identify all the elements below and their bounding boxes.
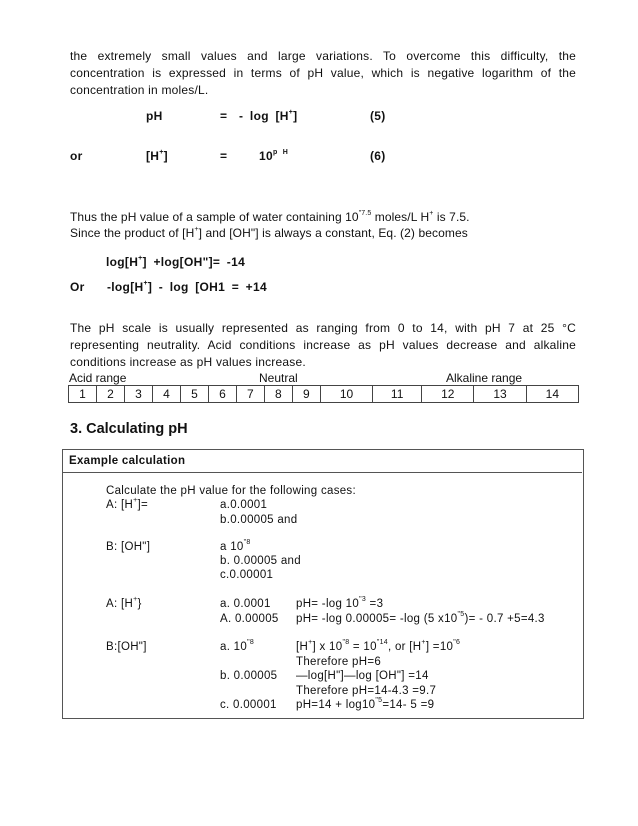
- ph-scale-cell: 13: [474, 386, 526, 403]
- eq5-rhs: - log [H+]: [239, 109, 298, 123]
- para2-line-2: Since the product of [H+] and [OH"] is always a constant, Eq. (2) becomes: [70, 226, 468, 240]
- example-a-a: a.0.0001: [220, 499, 268, 511]
- solution-b-b-result: —log[H"]—log [OH"] =14: [296, 670, 429, 682]
- eq6-or: or: [70, 149, 83, 163]
- scale-alkaline-label: Alkaline range: [446, 371, 523, 385]
- solution-b-b: b. 0.00005: [220, 670, 278, 682]
- para3-line-3: conditions increase as pH values increase.: [70, 355, 306, 369]
- solution-b-a: a. $10^{"8}$: [220, 639, 255, 653]
- log-eq-1: log[H+] +log[OH"]= -14: [106, 255, 246, 269]
- para3-line-1: The pH scale is usually represented as ranging from 0 to 14, with pH 7 at 25 °C: [70, 321, 576, 335]
- ph-scale-cell: 1: [69, 386, 97, 403]
- solution-b-label: B:[OH"]: [106, 641, 147, 653]
- eq6-rhs: $10^{p H}$: [259, 149, 289, 163]
- ph-scale-cell: 5: [180, 386, 208, 403]
- ph-scale-cell: 2: [96, 386, 124, 403]
- example-a-b: b.0.00005 and: [220, 514, 298, 526]
- example-b-a: a $10^{"8}$: [220, 539, 251, 553]
- ph-scale-cell: 3: [124, 386, 152, 403]
- section-title: 3. Calculating pH: [70, 421, 188, 437]
- solution-b-b-result-line2: Therefore pH=14-4.3 =9.7: [296, 685, 437, 697]
- eq6-number: (6): [370, 149, 386, 163]
- eq5-number: (5): [370, 109, 386, 123]
- example-b-c: c.0.00001: [220, 569, 274, 581]
- intro-line-1: the extremely small values and large variations. To overcome this difficulty, the: [70, 49, 576, 63]
- ph-scale-cell: 10: [320, 386, 372, 403]
- example-b-b: b. 0.00005 and: [220, 555, 301, 567]
- example-a-label: A: [H+]=: [106, 497, 148, 511]
- solution-b-a-result-line2: Therefore pH=6: [296, 656, 382, 668]
- example-prompt: Calculate the pH value for the following cases:: [106, 485, 356, 497]
- solution-a-label: A: [H+}: [106, 596, 142, 610]
- solution-b-a-result: [H+] x $10^{"8} = 10^{"14}$, or $[H^+] =10^{"6}$: [296, 639, 461, 653]
- solution-b-c-result: $pH=14 + \log 10^{"5}=14-$ 5 =9: [296, 697, 435, 711]
- ph-scale-cell: 4: [152, 386, 180, 403]
- intro-paragraph: [70, 48, 576, 99]
- para2-line-1: Thus the pH value of a sample of water containing $10^{"7.5}$ moles/L H+ is 7.5.: [70, 210, 470, 224]
- example-b-label: B: [OH"]: [106, 541, 151, 553]
- eq5-op: =: [220, 109, 228, 123]
- ph-scale-cell: 7: [236, 386, 264, 403]
- eq6-op: =: [220, 149, 228, 163]
- ph-scale-cell: 14: [526, 386, 578, 403]
- eq5-lhs: pH: [146, 109, 163, 123]
- scale-neutral-label: Neutral: [259, 371, 298, 385]
- ph-scale-table: [68, 385, 579, 403]
- log-eq-2-or: Or: [70, 280, 85, 294]
- solution-a-b-result: pH= -log 0.00005= -log (5 $x10^{"5})= - 0.7 +5=4.3$: [296, 611, 545, 625]
- intro-line-3: concentration in moles/L.: [70, 83, 209, 97]
- solution-a-b: A. 0.00005: [220, 613, 279, 625]
- solution-a-a: a. 0.0001: [220, 598, 271, 610]
- solution-a-a-result: pH= -log $10^{"3} =3$: [296, 596, 384, 610]
- scale-acid-label: Acid range: [69, 371, 127, 385]
- ph-scale-cell: 12: [422, 386, 474, 403]
- ph-scale-cell: 8: [264, 386, 292, 403]
- eq6-lhs: [H+]: [146, 149, 168, 163]
- log-eq-2: -log[H+] - log [OH1 = +14: [107, 280, 267, 294]
- para3: [70, 320, 576, 371]
- ph-scale-cell: 9: [292, 386, 320, 403]
- ph-scale-cell: 6: [208, 386, 236, 403]
- ph-scale-cell: 11: [373, 386, 422, 403]
- para3-line-2: representing neutrality. Acid conditions increase as pH values decrease and alkaline: [70, 338, 576, 352]
- ph-scale-row: [69, 386, 579, 403]
- solution-b-c: c. 0.00001: [220, 699, 277, 711]
- intro-line-2: concentration is expressed in terms of pH value, which is negative logarithm of the: [70, 66, 576, 80]
- example-heading: Example calculation: [69, 455, 186, 467]
